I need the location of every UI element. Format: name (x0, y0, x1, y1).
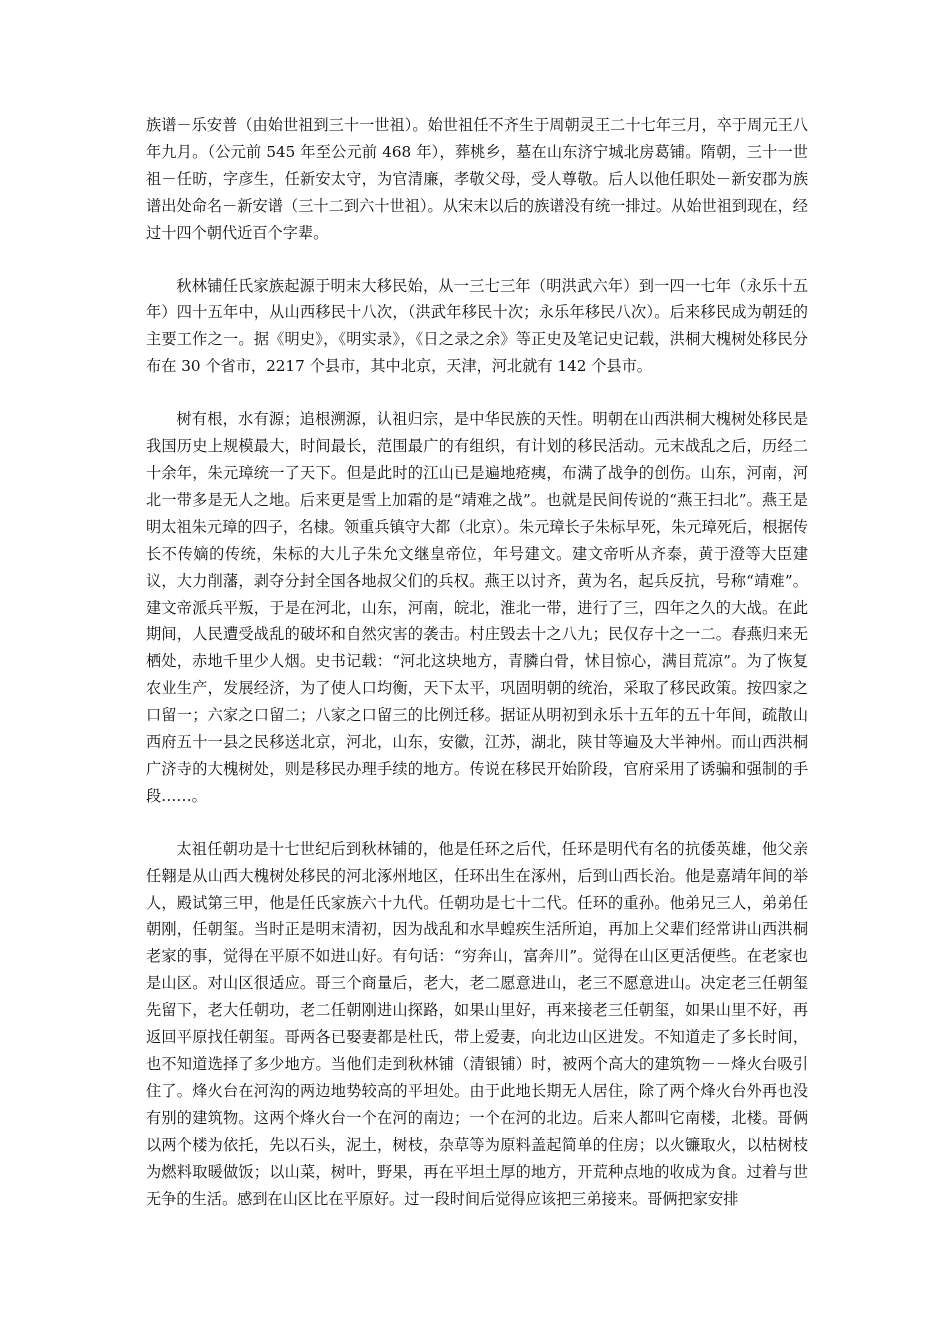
document-body (146, 112, 808, 1238)
paragraph-ancestor-ren-chaogong: 太祖任朝功是十七世纪后到秋林铺的，他是任环之后代，任环是明代有名的抗倭英雄，他父亲任翱是从山西大槐树处移民的河北涿州地区，任环出生在涿州，后到山西长治。他是嘉靖年间的举人，殿试第三甲，他是任氏家族六十九代。任朝功是七十二代。任环的重孙。他弟兄三人，弟弟任朝刚，任朝玺。当时正是明末清初，因为战乱和水旱蝗疾生活所迫，再加上父辈们经常讲山西洪桐老家的事，觉得在平原不如进山好。有句话：“穷奔山，富奔川”。觉得在山区更活便些。在老家也是山区。对山区很适应。哥三个商量后，老大，老二愿意进山，老三不愿意进山。决定老三任朝玺先留下，老大任朝功，老二任朝刚进山探路，如果山里好，再来接老三任朝玺，如果山里不好，再返回平原找任朝玺。哥两各已娶妻都是杜氏，带上爱妻，向北边山区进发。不知道走了多长时间，也不知道选择了多少地方。当他们走到秋林铺（清银铺）时，被两个高大的建筑物－－烽火台吸引住了。烽火台在河沟的两边地势较高的平坦处。由于此地长期无人居住，除了两个烽火台外再也没有别的建筑物。这两个烽火台一个在河的南边；一个在河的北边。后来人都叫它南楼，北楼。哥俩以两个楼为依托，先以石头，泥土，树枝，杂草等为原料盖起简单的住房；以火镰取火，以枯树枝为燃料取暖做饭；以山菜，树叶，野果，再在平坦土厚的地方，开荒种点地的收成为食。过着与世无争的生活。感到在山区比在平原好。过一段时间后觉得应该把三弟接来。哥俩把家安排 (146, 839, 808, 1208)
paragraph-genealogy: 族谱－乐安普（由始世祖到三十一世祖）。始世祖任不齐生于周朝灵王二十七年三月，卒于周元王八年九月。（公元前 545 年至公元前 468 年），葬桃乡，墓在山东济宁城北房葛铺。隋朝，三十一世祖－任昉，字彦生，任新安太守，为官清廉，孝敬父母，受人尊敬。后人以他任职处－新安郡为族谱出处命名－新安谱（三十二到六十世祖）。从宋末以后的族谱没有统一排过。从始世祖到现在，经过十四个朝代近百个字辈。 (146, 116, 808, 242)
paragraph-migration-origin: 秋林铺任氏家族起源于明末大移民始，从一三七三年（明洪武六年）到一四一七年（永乐十五年）四十五年中，从山西移民十八次，（洪武年移民十次；永乐年移民八次）。后来移民成为朝廷的主要工作之一。据《明史》，《明实录》，《日之录之余》等正史及笔记史记载，洪桐大槐树处移民分布在 30 个省市，2217 个县市，其中北京，天津，河北就有 142 个县市。 (146, 276, 808, 376)
paragraph-ming-migration-history: 树有根，水有源；追根溯源，认祖归宗，是中华民族的天性。明朝在山西洪桐大槐树处移民是我国历史上规模最大，时间最长，范围最广的有组织，有计划的移民活动。元末战乱之后，历经二十余年，朱元璋统一了天下。但是此时的江山已是遍地疮痍，布满了战争的创伤。山东，河南，河北一带多是无人之地。后来更是雪上加霜的是“靖难之战”。也就是民间传说的“燕王扫北”。燕王是明太祖朱元璋的四子，名棣。领重兵镇守大都（北京）。朱元璋长子朱标早死，朱元璋死后，根据传长不传嫡的传统，朱标的大儿子朱允文继皇帝位，年号建文。建文帝听从齐泰，黄于澄等大臣建议，大力削藩，剥夺分封全国各地叔父们的兵权。燕王以讨齐，黄为名，起兵反抗，号称“靖难”。建文帝派兵平叛，于是在河北，山东，河南，皖北，淮北一带，进行了三，四年之久的大战。在此期间，人民遭受战乱的破坏和自然灾害的袭击。村庄毁去十之八九；民仅存十之一二。春燕归来无栖处，赤地千里少人烟。史书记载：“河北这块地方，青膦白骨，怵目惊心，满目荒凉”。为了恢复农业生产，发展经济，为了使人口均衡，天下太平，巩固明朝的统治，采取了移民政策。按四家之口留一；六家之口留二；八家之口留三的比例迁移。据证从明初到永乐十五年的五十年间，疏散山西府五十一县之民移送北京，河北，山东，安徽，江苏，湖北，陕甘等遍及大半神州。而山西洪桐广济寺的大槐树处，则是移民办理手续的地方。传说在移民开始阶段，官府采用了诱骗和强制的手段……。 (146, 410, 808, 805)
